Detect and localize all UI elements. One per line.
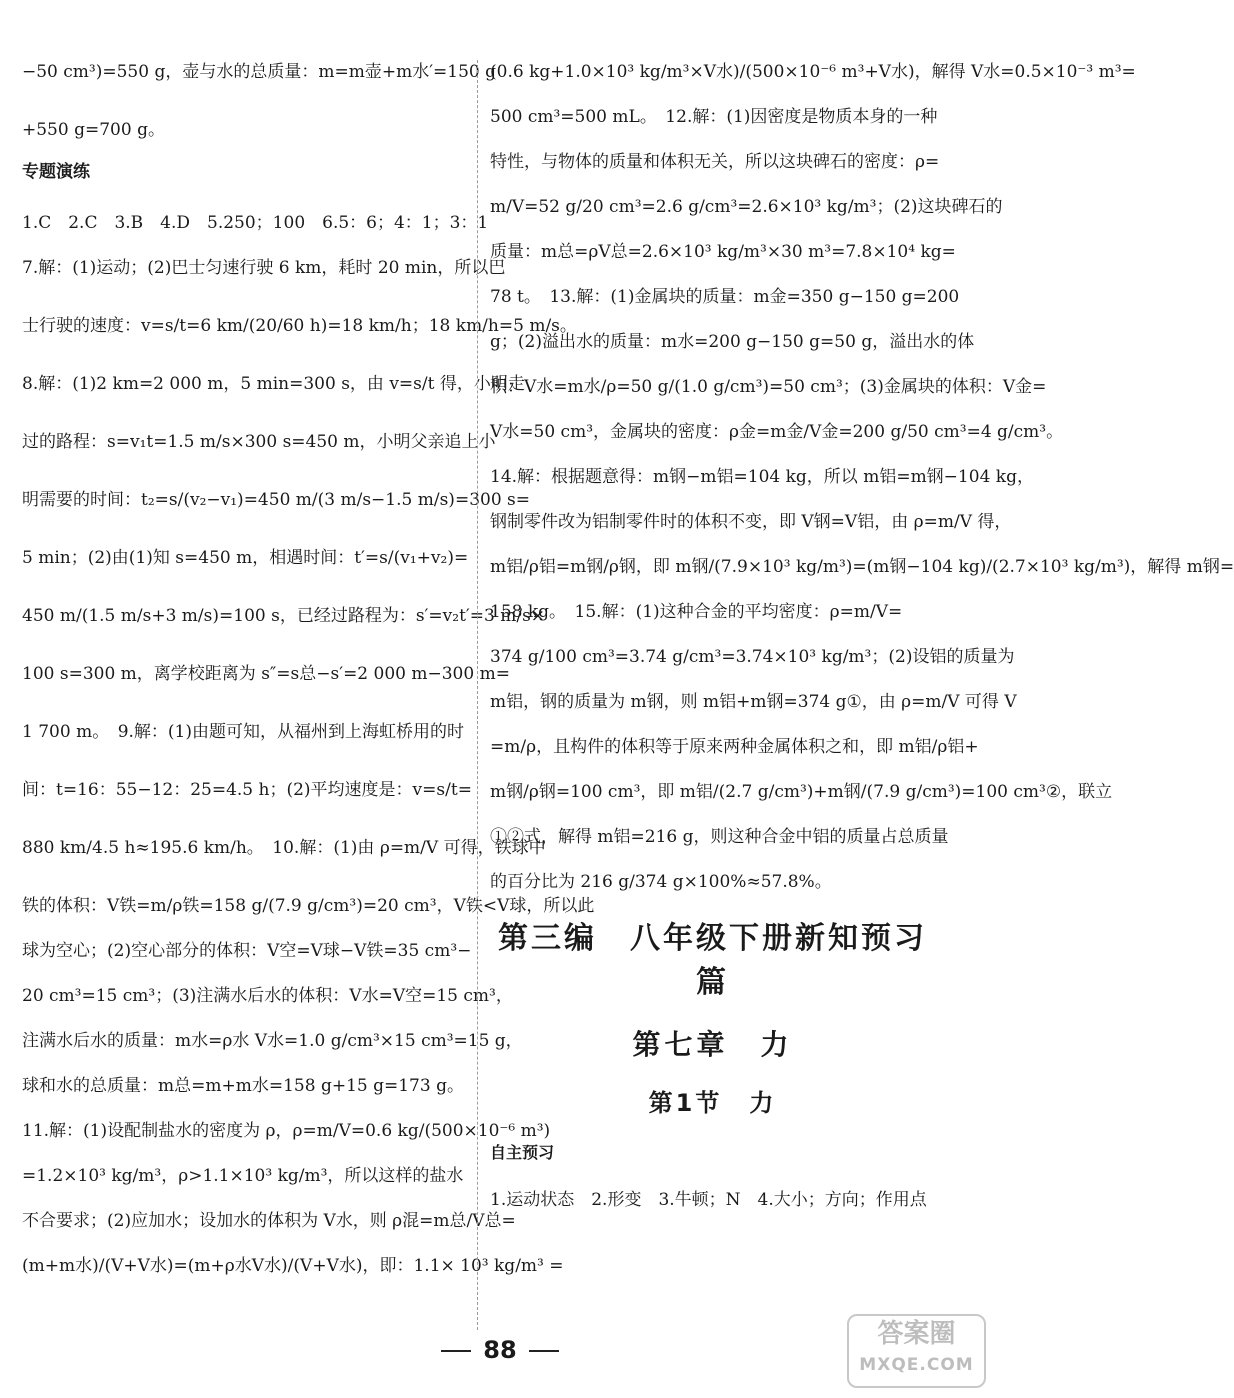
text-line: =m/ρ，且构件的体积等于原来两种金属体积之和，即 m铝/ρ铝+ bbox=[490, 737, 979, 757]
text-line: 500 cm³=500 mL。 12.解：(1)因密度是物质本身的一种 bbox=[490, 107, 938, 127]
text-line: 78 t。 13.解：(1)金属块的质量：m金=350 g−150 g=200 bbox=[490, 287, 960, 307]
text-line: 374 g/100 cm³=3.74 g/cm³=3.74×10³ kg/m³；(2)设铝的质量为 bbox=[490, 647, 1015, 667]
chapter-title: 第七章 力 bbox=[632, 1028, 793, 1061]
preview-heading: 自主预习 bbox=[490, 1143, 555, 1162]
text-line: 士行驶的速度：v=s/t=6 km/(20/60 h)=18 km/h；18 km/h=5 m/s。 bbox=[22, 316, 577, 336]
text-line: 注满水后水的质量：m水=ρ水 V水=1.0 g/cm³×15 cm³=15 g， bbox=[22, 1031, 523, 1051]
text-line: −50 cm³)=550 g，壶与水的总质量：m=m壶+m水′=150 g bbox=[22, 62, 497, 82]
text-line: 球和水的总质量：m总=m+m水=158 g+15 g=173 g。 bbox=[22, 1076, 464, 1096]
text-line: 880 km/4.5 h≈195.6 km/h。 10.解：(1)由 ρ=m/V 可得，铁球中 bbox=[22, 838, 546, 858]
text-line: (0.6 kg+1.0×10³ kg/m³×V水)/(500×10⁻⁶ m³+V水)，解得 V水=0.5×10⁻³ m³= bbox=[490, 62, 1136, 82]
right-column bbox=[490, 58, 1234, 1210]
text-line: m铝，钢的质量为 m钢，则 m铝+m钢=374 g①，由 ρ=m/V 可得 V bbox=[490, 692, 1017, 712]
text-line: V水=50 cm³，金属块的密度：ρ金=m金/V金=200 g/50 cm³=4 g/cm³。 bbox=[490, 422, 1064, 442]
text-line: m铝/ρ铝=m钢/ρ钢，即 m钢/(7.9×10³ kg/m³)=(m钢−104 kg)/(2.7×10³ kg/m³)，解得 m钢= bbox=[490, 557, 1234, 577]
section-heading-practice: 专题演练 bbox=[22, 162, 90, 182]
text-line: 5 min；(2)由(1)知 s=450 m，相遇时间：t′=s/(v₁+v₂)= bbox=[22, 548, 469, 568]
text-line: 钢制零件改为铝制零件时的体积不变，即 V钢=V铝，由 ρ=m/V 得， bbox=[490, 512, 1012, 532]
text-line: 450 m/(1.5 m/s+3 m/s)=100 s，已经过路程为：s′=v₂t′=3 m/s× bbox=[22, 606, 546, 626]
text-line: 20 cm³=15 cm³；(3)注满水后水的体积：V水=V空=15 cm³， bbox=[22, 986, 513, 1006]
text-line: 明需要的时间：t₂=s/(v₂−v₁)=450 m/(3 m/s−1.5 m/s)=300 s= bbox=[22, 490, 531, 510]
page-number-value: 88 bbox=[483, 1336, 517, 1364]
text-line: 不合要求；(2)应加水；设加水的体积为 V水，则 ρ混=m总/V总= bbox=[22, 1211, 516, 1231]
column-divider bbox=[477, 60, 479, 1330]
text-line: 158 kg。 15.解：(1)这种合金的平均密度：ρ=m/V= bbox=[490, 602, 903, 622]
text-line: =1.2×10³ kg/m³，ρ>1.1×10³ kg/m³，所以这样的盐水 bbox=[22, 1166, 464, 1186]
watermark-url: MXQE.COM bbox=[859, 1355, 974, 1375]
text-line: 100 s=300 m，离学校距离为 s″=s总−s′=2 000 m−300 m= bbox=[22, 664, 510, 684]
answer-line: 1.C 2.C 3.B 4.D 5.250；100 6.5：6；4：1；3：1 bbox=[22, 213, 489, 233]
text-line: 8.解：(1)2 km=2 000 m，5 min=300 s，由 v=s/t 得，小明走 bbox=[22, 374, 525, 394]
text-line: 间：t=16：55−12：25=4.5 h；(2)平均速度是：v=s/t= bbox=[22, 780, 472, 800]
watermark-logo bbox=[847, 1314, 986, 1388]
text-line: 球为空心；(2)空心部分的体积：V空=V球−V铁=35 cm³− bbox=[22, 941, 472, 961]
text-line: 7.解：(1)运动；(2)巴士匀速行驶 6 km，耗时 20 min，所以巴 bbox=[22, 258, 506, 278]
preview-answers: 1.运动状态 2.形变 3.牛顿；N 4.大小；方向；作用点 bbox=[490, 1190, 927, 1210]
text-line: g；(2)溢出水的质量：m水=200 g−150 g=50 g，溢出水的体 bbox=[490, 332, 975, 352]
page-number-dash-right bbox=[529, 1350, 559, 1352]
text-line: 质量：m总=ρV总=2.6×10³ kg/m³×30 m³=7.8×10⁴ kg= bbox=[490, 242, 956, 262]
watermark-text: 答案圈 bbox=[877, 1319, 956, 1349]
section-title: 第1节 力 bbox=[648, 1089, 777, 1117]
text-line: 特性，与物体的质量和体积无关，所以这块碑石的密度：ρ= bbox=[490, 152, 940, 172]
text-line: 的百分比为 216 g/374 g×100%≈57.8%。 bbox=[490, 872, 832, 892]
text-line: ①②式，解得 m铝=216 g，则这种合金中铝的质量占总质量 bbox=[490, 827, 949, 847]
text-line: m钢/ρ钢=100 cm³，即 m铝/(2.7 g/cm³)+m钢/(7.9 g/cm³)=100 cm³②，联立 bbox=[490, 782, 1113, 802]
text-line: 积：V水=m水/ρ=50 g/(1.0 g/cm³)=50 cm³；(3)金属块的体积：V金= bbox=[490, 377, 1047, 397]
text-line: (m+m水)/(V+V水)=(m+ρ水V水)/(V+V水)，即：1.1× 10³ kg/m³ = bbox=[22, 1256, 564, 1276]
text-line: +550 g=700 g。 bbox=[22, 120, 165, 140]
page-number-dash-left bbox=[441, 1350, 471, 1352]
text-line: 过的路程：s=v₁t=1.5 m/s×300 s=450 m，小明父亲追上小 bbox=[22, 432, 496, 452]
text-line: 铁的体积：V铁=m/ρ铁=158 g/(7.9 g/cm³)=20 cm³，V铁<V球，所以此 bbox=[22, 896, 595, 916]
part-title: 第三编 八年级下册新知预习篇 bbox=[498, 921, 927, 1000]
text-line: 1 700 m。 9.解：(1)由题可知，从福州到上海虹桥用的时 bbox=[22, 722, 464, 742]
text-line: 14.解：根据题意得：m钢−m铝=104 kg，所以 m铝=m钢−104 kg， bbox=[490, 467, 1034, 487]
text-line: m/V=52 g/20 cm³=2.6 g/cm³=2.6×10³ kg/m³；(2)这块碑石的 bbox=[490, 197, 1003, 217]
text-line: 11.解：(1)设配制盐水的密度为 ρ，ρ=m/V=0.6 kg/(500×10⁻⁶ m³) bbox=[22, 1121, 551, 1141]
